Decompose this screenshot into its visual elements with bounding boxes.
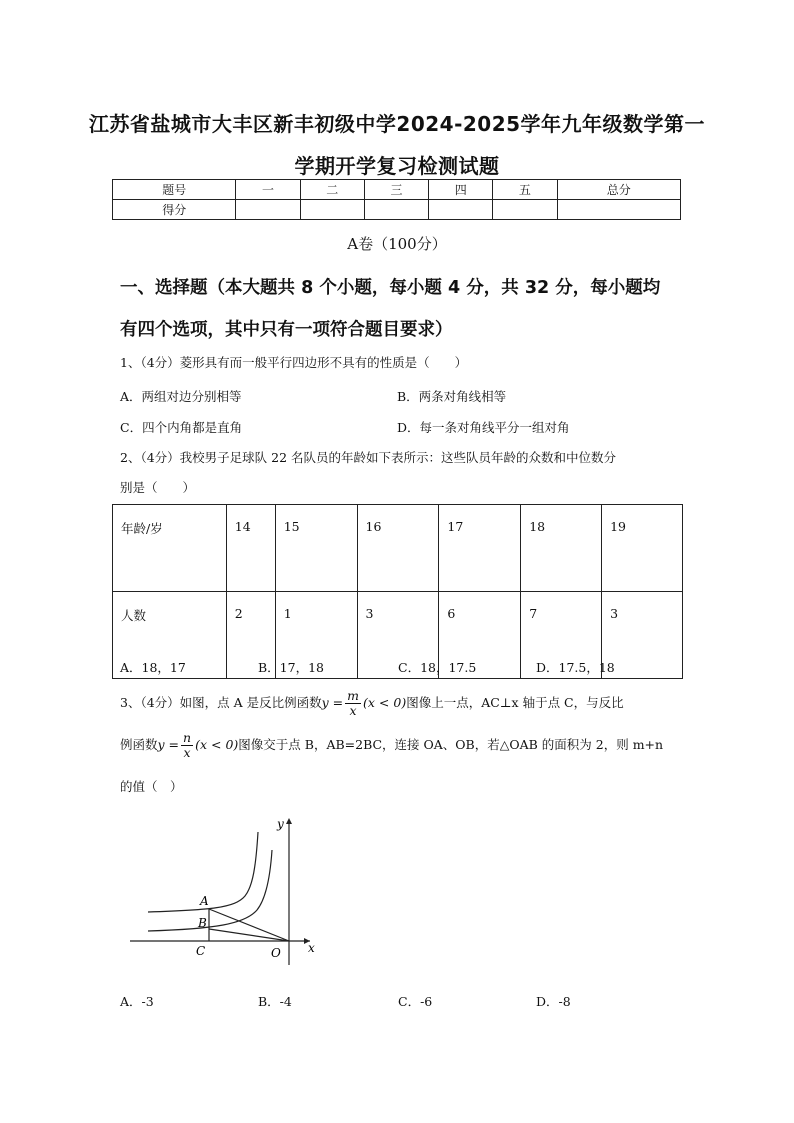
score-cell: 一	[236, 180, 300, 200]
score-cell	[236, 200, 300, 220]
table-row	[113, 505, 683, 592]
table-cell: 年龄/岁	[113, 505, 227, 592]
table-cell: 3	[602, 592, 683, 679]
table-cell: 18	[521, 505, 602, 592]
label-x: x	[308, 941, 315, 955]
age-table	[112, 504, 683, 679]
section-heading-line2: 有四个选项，其中只有一项符合题目要求）	[120, 320, 453, 340]
q3-option-b: B．-4	[258, 994, 292, 1009]
score-cell	[300, 200, 364, 220]
q2-option-b: B．17，18	[258, 660, 324, 675]
q3-stem-line2: 例函数y = $\frac{n}{x}$ (x < 0)图像交于点 B，AB=2BC，连接 OA、OB，若△OAB 的面积为 2，则 m+n	[120, 730, 664, 760]
q3-option-d: D．-8	[536, 994, 571, 1009]
score-cell	[493, 200, 557, 220]
q3-option-c: C．-6	[398, 994, 433, 1009]
page-title-line1: 江苏省盐城市大丰区新丰初级中学2024-2025学年九年级数学第一	[88, 112, 706, 136]
table-cell: 15	[275, 505, 357, 592]
score-cell: 总分	[557, 180, 680, 200]
table-cell: 人数	[113, 592, 227, 679]
score-table	[112, 179, 681, 220]
q2-option-c: C．18，17.5	[398, 660, 477, 675]
table-cell: 14	[226, 505, 275, 592]
table-cell: 1	[275, 592, 357, 679]
fraction-n-over-x: $\frac{n}{x}$	[183, 730, 192, 760]
function-graph	[120, 810, 330, 970]
score-cell: 五	[493, 180, 557, 200]
q1-option-c: C．四个内角都是直角	[120, 420, 243, 435]
table-cell: 7	[521, 592, 602, 679]
y-axis-arrow	[286, 818, 292, 824]
segment-ob	[209, 929, 289, 941]
label-y: y	[277, 817, 284, 831]
score-cell: 四	[429, 180, 493, 200]
table-cell: 3	[357, 592, 439, 679]
table-cell: 17	[439, 505, 521, 592]
table-cell: 19	[602, 505, 683, 592]
score-table-row	[113, 200, 681, 220]
table-cell: 6	[439, 592, 521, 679]
q2-stem-line1: 2、（4分）我校男子足球队 22 名队员的年龄如下表所示：这些队员年龄的众数和中位数分	[120, 450, 617, 465]
q3-option-a: A．-3	[120, 994, 154, 1009]
score-cell: 二	[300, 180, 364, 200]
page-title-line2: 学期开学复习检测试题	[294, 154, 500, 178]
q3-stem-line1: 3、（4分）如图，点 A 是反比例函数y = $\frac{m}{x}$ (x < 0)图像上一点，AC⊥x 轴于点 C，与反比	[120, 688, 624, 718]
table-cell: 16	[357, 505, 439, 592]
score-cell: 得分	[113, 200, 236, 220]
q2-option-d: D．17.5，18	[536, 660, 615, 675]
q1-option-b: B．两条对角线相等	[397, 389, 507, 404]
score-cell: 三	[364, 180, 428, 200]
section-heading-line1: 一、选择题（本大题共 8 个小题，每小题 4 分，共 32 分，每小题均	[120, 278, 661, 298]
q1-option-d: D．每一条对角线平分一组对角	[397, 420, 570, 435]
score-cell: 题号	[113, 180, 236, 200]
q2-stem-line2: 别是（ ）	[120, 480, 196, 495]
q1-stem: 1、（4分）菱形具有而一般平行四边形不具有的性质是（ ）	[120, 355, 468, 370]
q2-option-a: A．18，17	[120, 660, 186, 675]
score-cell	[557, 200, 680, 220]
table-cell: 2	[226, 592, 275, 679]
fraction-m-over-x: $\frac{m}{x}$	[347, 688, 360, 718]
q3-stem-line3: 的值（ ）	[120, 779, 183, 794]
paper-subtitle: A卷（100分）	[347, 235, 447, 253]
label-b: B	[198, 916, 207, 930]
score-table-row	[113, 180, 681, 200]
label-a: A	[200, 894, 209, 908]
q1-option-a: A．两组对边分别相等	[120, 389, 242, 404]
score-cell	[429, 200, 493, 220]
score-cell	[364, 200, 428, 220]
label-c: C	[196, 944, 206, 958]
label-o: O	[271, 946, 281, 960]
curve-n	[148, 850, 272, 931]
